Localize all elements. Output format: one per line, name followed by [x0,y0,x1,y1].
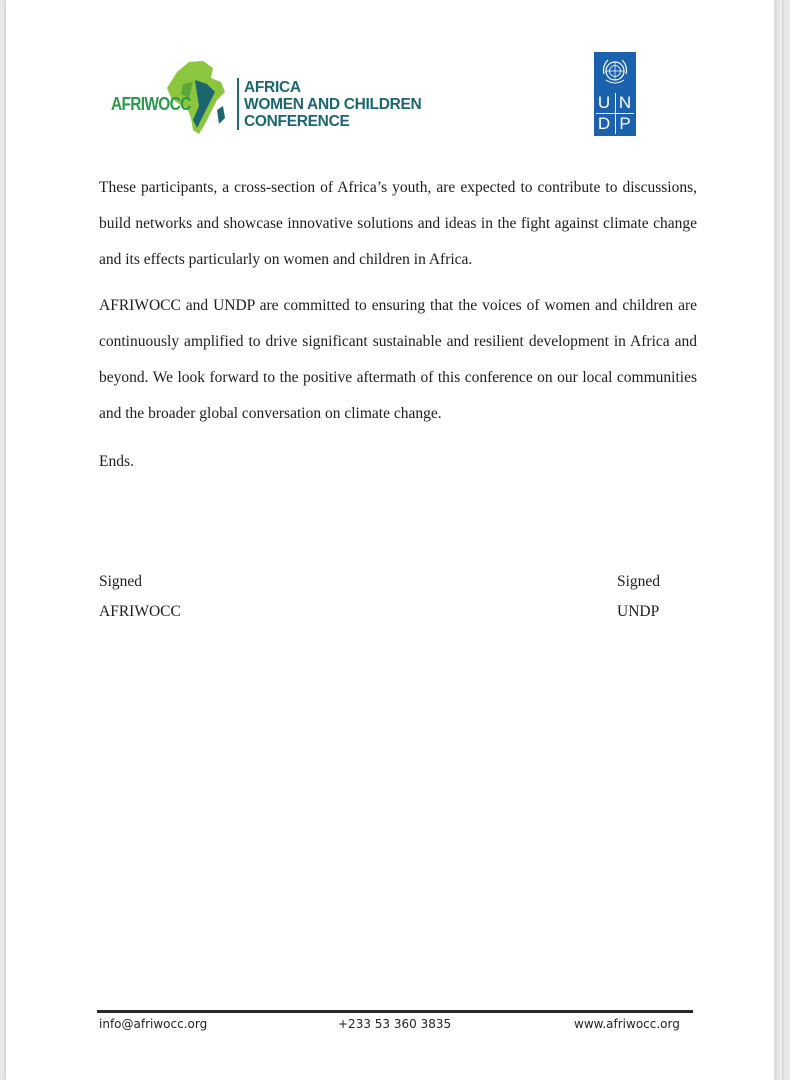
signed-label: Signed [617,573,661,590]
afriwocc-wordmark: AFRIWOCC [111,94,191,114]
page-edge-shadow [774,0,782,1080]
un-emblem-icon [600,56,630,86]
body-paragraph: AFRIWOCC and UNDP are committed to ensuring that the voices of women and children are continuously amplified to drive significant sustainable and resilient development in Africa and beyond. We look forward to the positive aftermath of this conference on our local communities and the broader global conversation on climate change. [99,297,697,422]
undp-letter: P [619,114,631,133]
undp-grid-line [596,113,634,114]
footer-email[interactable]: info@afriwocc.org [99,1017,208,1031]
footer-divider [97,1010,693,1013]
conference-name-line: CONFERENCE [244,113,350,130]
undp-letter: U [597,93,611,112]
undp-letter: N [618,93,632,112]
undp-letter: D [597,114,611,133]
document-page [6,0,782,1080]
afriwocc-logo [111,58,441,140]
footer-phone: +233 53 360 3835 [338,1017,452,1031]
conference-name-line: AFRICA [244,79,301,96]
signature-block-undp [617,567,660,627]
conference-name [244,79,421,130]
body-paragraph: These participants, a cross-section of Africa’s youth, are expected to contribute to discussions, build networks and showcase innovative solutions and ideas in the fight against climate change and its effects particularly on women and children in Africa. [99,179,697,268]
footer-website[interactable]: www.afriwocc.org [574,1017,680,1031]
signature-block-afriwocc [99,567,181,627]
signed-label: Signed [99,573,143,590]
conference-name-line: WOMEN AND CHILDREN [244,96,422,113]
signatory-org: UNDP [617,603,660,620]
signatory-org: AFRIWOCC [99,603,181,620]
undp-logo [594,52,636,136]
logo-divider [237,78,239,130]
ends-line: Ends. [99,453,134,470]
